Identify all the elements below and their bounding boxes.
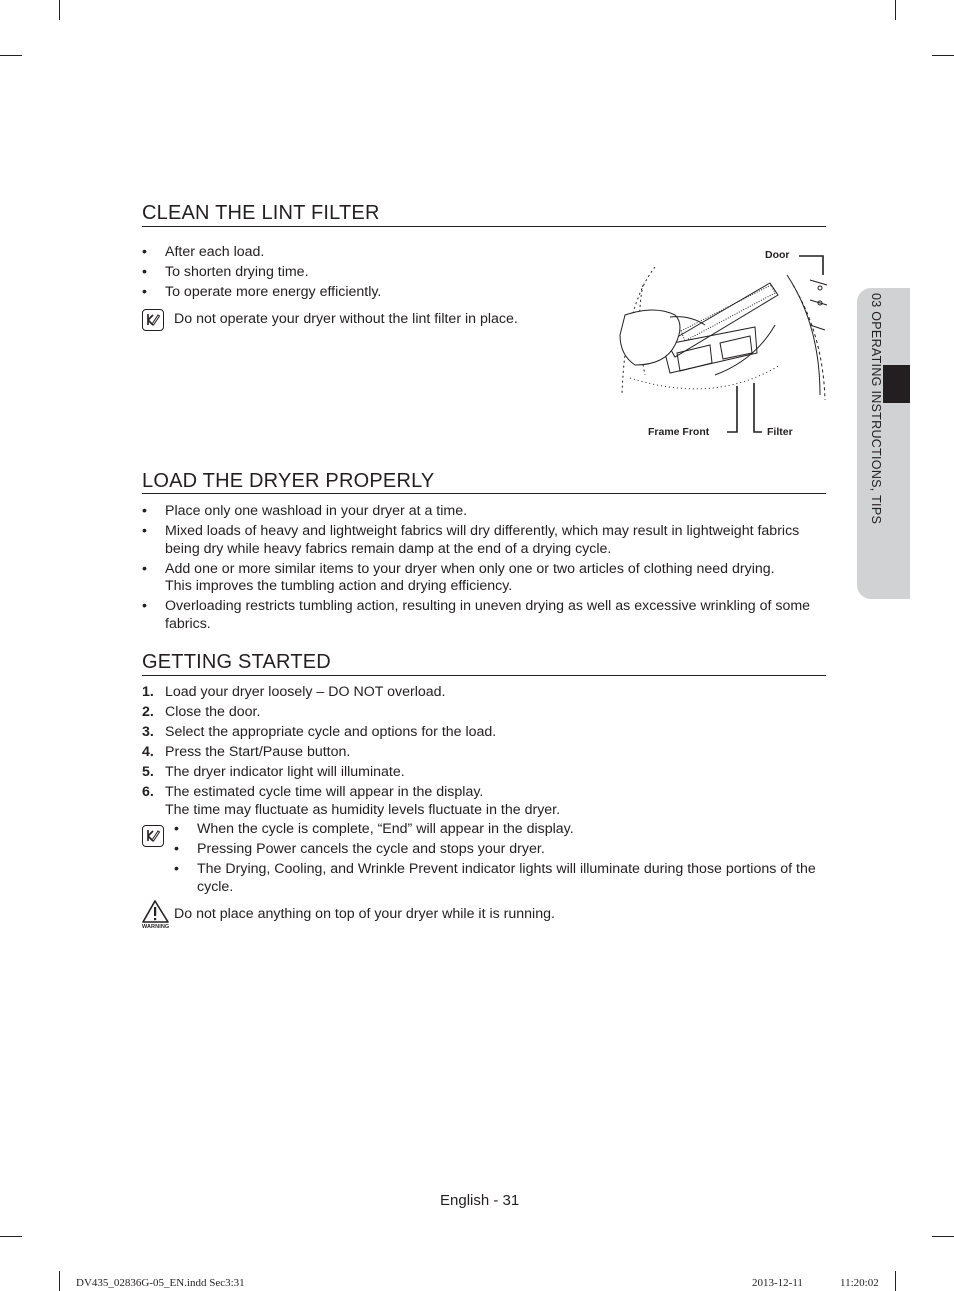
list-item: • After each load. bbox=[142, 244, 265, 260]
note-icon bbox=[142, 309, 164, 331]
start-step-list bbox=[142, 684, 826, 822]
list-item: • To operate more energy efficiently. bbox=[142, 284, 382, 300]
list-item: 3. Select the appropriate cycle and options for the load. bbox=[142, 724, 497, 740]
section-rule bbox=[142, 493, 826, 494]
lint-filter-illustration bbox=[615, 245, 830, 445]
page-number: English - 31 bbox=[440, 1192, 520, 1209]
list-item: • Overloading restricts tumbling action, resulting in uneven drying as well as excessive wrinkling of some fabrics. bbox=[142, 598, 811, 632]
list-item: • Pressing Power cancels the cycle and stops your dryer. bbox=[174, 841, 545, 857]
crop-mark bbox=[895, 0, 896, 20]
list-item: • Place only one washload in your dryer at a time. bbox=[142, 503, 468, 519]
section-rule bbox=[142, 226, 826, 227]
list-item: 2. Close the door. bbox=[142, 704, 261, 720]
list-item: 4. Press the Start/Pause button. bbox=[142, 744, 351, 760]
warning-text: Do not place anything on top of your dryer while it is running. bbox=[174, 906, 555, 922]
note-icon bbox=[142, 825, 164, 847]
list-item: • Add one or more similar items to your dryer when only one or two articles of clothing need drying. This improves the tumbling action and drying efficiency. bbox=[142, 560, 775, 594]
section-title-lint: CLEAN THE LINT FILTER bbox=[142, 202, 380, 224]
list-item: 6. The estimated cycle time will appear in the display. The time may fluctuate as humidity levels fluctuate in the dryer. bbox=[142, 784, 561, 818]
slug-file: DV435_02836G-05_EN.indd Sec3:31 bbox=[76, 1277, 245, 1289]
list-item: • When the cycle is complete, “End” will appear in the display. bbox=[174, 821, 574, 837]
frame-front-label: Frame Front bbox=[648, 426, 710, 438]
load-bullet-list bbox=[142, 503, 826, 636]
list-item: • To shorten drying time. bbox=[142, 264, 309, 280]
section-title-start: GETTING STARTED bbox=[142, 651, 331, 673]
door-label: Door bbox=[765, 249, 790, 261]
crop-mark bbox=[0, 1236, 22, 1237]
list-item: • The Drying, Cooling, and Wrinkle Prevent indicator lights will illuminate during those portions of the cycle. bbox=[174, 861, 816, 895]
warning-icon bbox=[142, 900, 170, 924]
crop-mark bbox=[932, 55, 954, 56]
slug-date: 2013-12-11 bbox=[752, 1277, 803, 1289]
lint-bullet-list bbox=[142, 244, 582, 304]
list-item: 1. Load your dryer loosely – DO NOT overload. bbox=[142, 684, 446, 700]
chapter-tab-label: 03 OPERATING INSTRUCTIONS, TIPS bbox=[869, 293, 883, 525]
slug-time: 11:20:02 bbox=[840, 1277, 879, 1289]
warning-label: WARNING bbox=[142, 924, 170, 930]
section-title-load: LOAD THE DRYER PROPERLY bbox=[142, 470, 435, 492]
crop-mark bbox=[59, 1271, 60, 1291]
crop-mark bbox=[895, 1271, 896, 1291]
crop-mark bbox=[0, 55, 22, 56]
chapter-tab-marker bbox=[883, 365, 910, 403]
crop-mark bbox=[59, 0, 60, 20]
crop-mark bbox=[932, 1236, 954, 1237]
filter-label: Filter bbox=[767, 426, 793, 438]
list-item: • Mixed loads of heavy and lightweight fabrics will dry differently, which may result in lightweight fabrics being dry while heavy fabrics remain damp at the end of a drying cycle. bbox=[142, 523, 800, 557]
list-item: 5. The dryer indicator light will illuminate. bbox=[142, 764, 405, 780]
section-rule bbox=[142, 675, 826, 676]
lint-note-text: Do not operate your dryer without the lint filter in place. bbox=[174, 311, 518, 327]
start-note-list bbox=[174, 821, 824, 899]
